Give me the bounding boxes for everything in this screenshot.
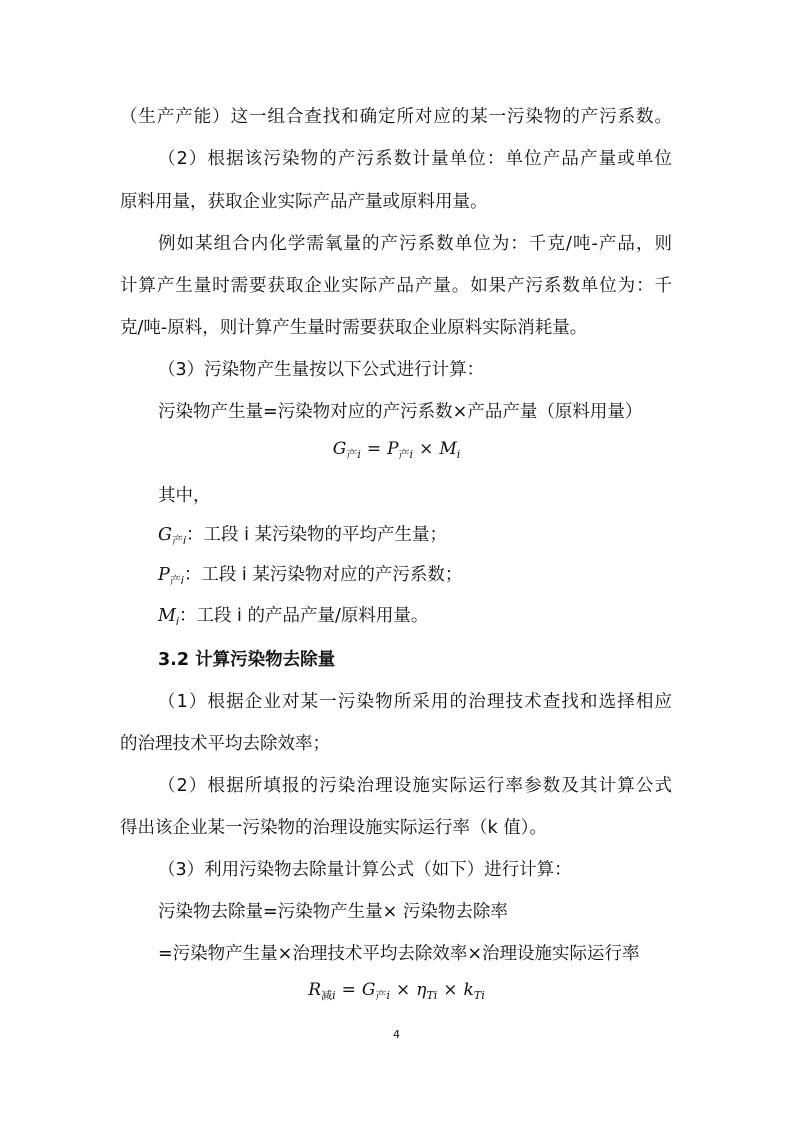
text-line: 克/吨-原料，则计算产生量时需要获取企业原料实际消耗量。 [120, 318, 588, 338]
text-line: 污染物去除量=污染物产生量× 污染物去除率 [158, 902, 508, 922]
formula-production: $G_{产i} = P_{产i} \times M_i$ [332, 439, 461, 461]
text-line: （生产产能）这一组合查找和确定所对应的某一污染物的产污系数。 [120, 107, 672, 127]
formula-removal: $R_{减i} = G_{产i} \times \eta_{Ti} \times k_{Ti}$ [308, 980, 485, 1002]
text-line: 的治理技术平均去除效率； [120, 734, 330, 754]
text-line: （2）根据所填报的污染治理设施实际运行率参数及其计算公式 [158, 776, 672, 796]
text-line: （2）根据该污染物的产污系数计量单位：单位产品产量或单位 [158, 149, 672, 169]
text-line: 污染物产生量=污染物对应的产污系数×产品产量（原料用量） [158, 402, 643, 422]
text-line: 得出该企业某一污染物的治理设施实际运行率（k 值）。 [120, 818, 547, 838]
definition-m: $M_i$：工段 i 的产品产量/原料用量。 [158, 606, 429, 628]
text-line: =污染物产生量×治理技术平均去除效率×治理设施实际运行率 [158, 944, 640, 964]
text-line: 原料用量，获取企业实际产品产量或原料用量。 [120, 192, 488, 212]
page-number: 4 [393, 1028, 400, 1041]
text-line: 其中， [158, 486, 211, 506]
definition-p: $P_{产i}$：工段 i 某污染物对应的产污系数； [158, 565, 463, 587]
text-line: 计算产生量时需要获取企业实际产品产量。如果产污系数单位为：千 [120, 276, 672, 296]
text-line: （1）根据企业对某一污染物所采用的治理技术查找和选择相应 [158, 692, 672, 712]
text-line: （3）污染物产生量按以下公式进行计算： [158, 360, 485, 380]
definition-g: $G_{产i}$：工段 i 某污染物的平均产生量； [158, 525, 448, 547]
text-line: （3）利用污染物去除量计算公式（如下）进行计算： [158, 860, 572, 880]
section-heading: 3.2 计算污染物去除量 [158, 650, 336, 670]
text-line: 例如某组合内化学需氧量的产污系数单位为：千克/吨-产品，则 [158, 234, 672, 254]
